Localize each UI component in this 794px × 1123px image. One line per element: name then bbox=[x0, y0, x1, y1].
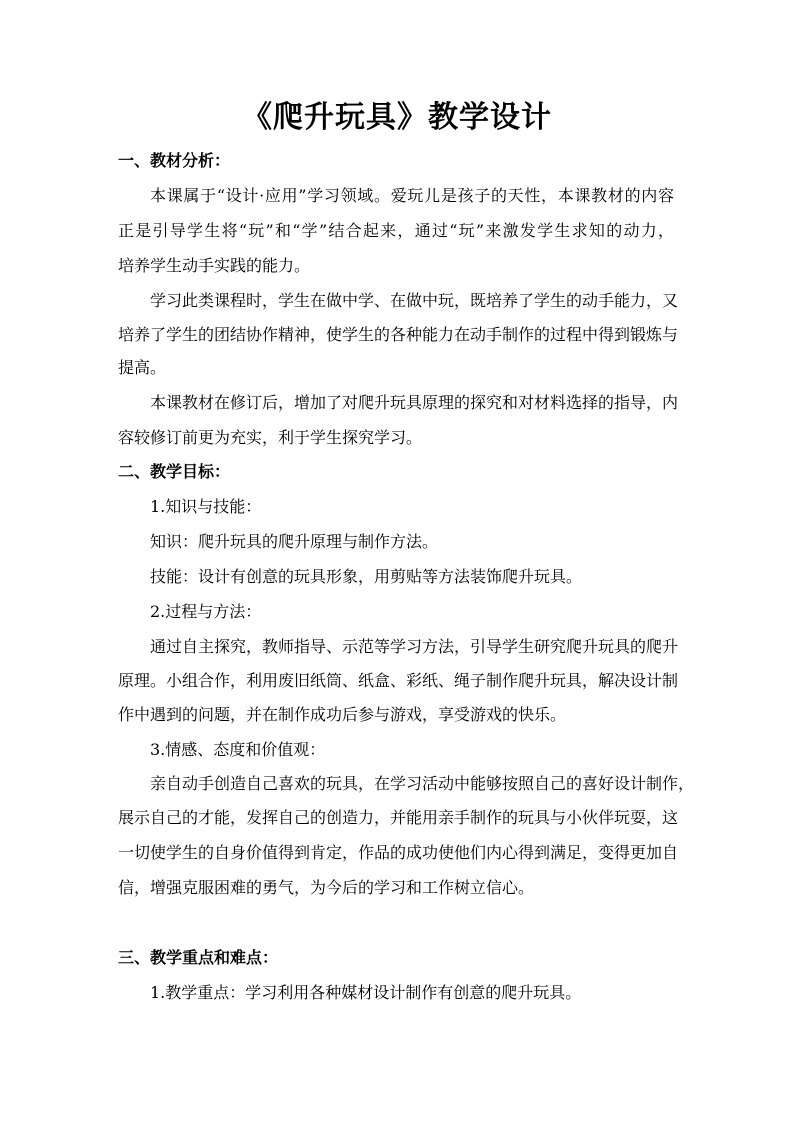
subheading-process-and-method: 2.过程与方法： bbox=[150, 602, 262, 621]
knowledge-line: 知识：爬升玩具的爬升原理与制作方法。 bbox=[150, 532, 439, 551]
document-title: 《爬升玩具》教学设计 bbox=[242, 100, 552, 135]
paragraph-line: 通过自主探究，教师指导、示范等学习方法，引导学生研究爬升玩具的爬升 bbox=[150, 637, 679, 656]
paragraph-line: 提高。 bbox=[118, 358, 167, 377]
paragraph-line: 一切使学生的自身价值得到肯定，作品的成功使他们内心得到满足，变得更加自 bbox=[118, 843, 679, 862]
paragraph-line: 正是引导学生将“玩”和“学”结合起来，通过“玩”来激发学生求知的动力， bbox=[118, 221, 674, 240]
section-heading-key-and-difficult-points: 三、教学重点和难点： bbox=[118, 948, 279, 967]
paragraph-line: 信，增强克服困难的勇气，为今后的学习和工作树立信心。 bbox=[118, 878, 535, 897]
section-heading-teaching-objectives: 二、教学目标： bbox=[118, 462, 231, 481]
paragraph-line: 作中遇到的问题，并在制作成功后参与游戏，享受游戏的快乐。 bbox=[118, 705, 567, 724]
subheading-knowledge-and-skills: 1.知识与技能： bbox=[150, 497, 262, 516]
paragraph-line: 本课教材在修订后，增加了对爬升玩具原理的探究和对材料选择的指导，内 bbox=[150, 393, 679, 412]
skill-line: 技能：设计有创意的玩具形象，用剪贴等方法装饰爬升玩具。 bbox=[150, 567, 583, 586]
paragraph-line: 容较修订前更为充实，利于学生探究学习。 bbox=[118, 428, 423, 447]
key-point-line: 1.教学重点：学习利用各种媒材设计制作有创意的爬升玩具。 bbox=[150, 983, 582, 1002]
paragraph-line: 本课属于“设计·应用”学习领域。爱玩儿是孩子的天性，本课教材的内容 bbox=[150, 186, 674, 205]
subheading-emotion-attitude-values: 3.情感、态度和价值观： bbox=[150, 740, 326, 759]
paragraph-line: 培养了学生的团结协作精神，使学生的各种能力在动手制作的过程中得到锻炼与 bbox=[118, 325, 679, 344]
paragraph-line: 培养学生动手实践的能力。 bbox=[118, 256, 311, 275]
section-heading-materials-analysis: 一、教材分析： bbox=[118, 151, 231, 170]
paragraph-line: 学习此类课程时，学生在做中学、在做中玩，既培养了学生的动手能力，又 bbox=[150, 291, 679, 310]
paragraph-line: 原理。小组合作，利用废旧纸筒、纸盒、彩纸、绳子制作爬升玩具，解决设计制 bbox=[118, 671, 679, 690]
paragraph-line: 亲自动手创造自己喜欢的玩具，在学习活动中能够按照自己的喜好设计制作， bbox=[150, 774, 695, 793]
paragraph-line: 展示自己的才能，发挥自己的创造力，并能用亲手制作的玩具与小伙伴玩耍，这 bbox=[118, 808, 679, 827]
